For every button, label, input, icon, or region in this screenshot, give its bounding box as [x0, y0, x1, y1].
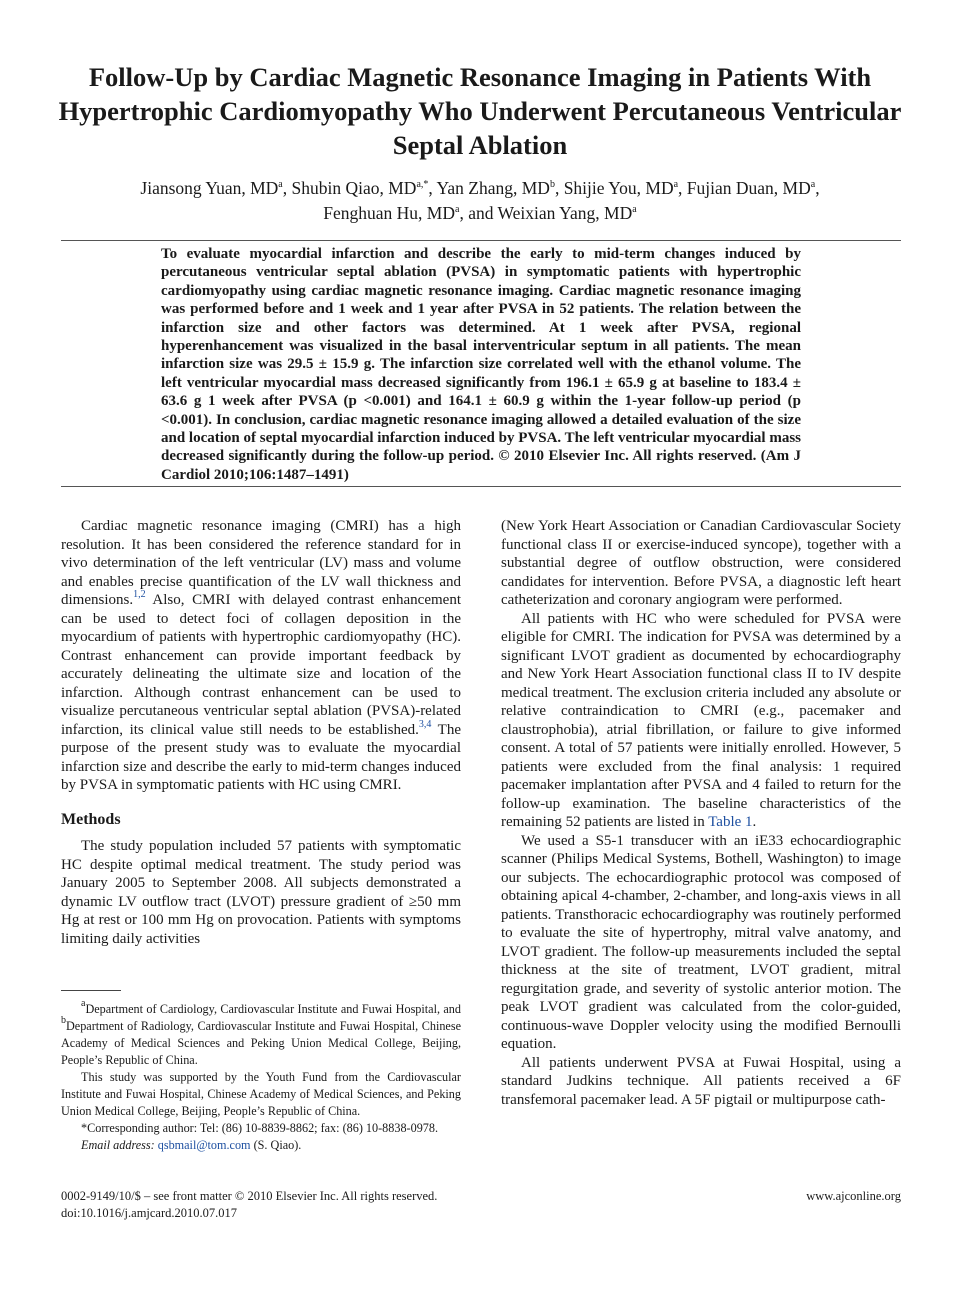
affiliation-footnote: $^a$Department of Cardiology, Cardiovascular Institute and Fuwai Hospital, and $^b$Department of Radiology, Cardiovascular Institute and Fuwai Hospital, Chinese Academy of Medical Sciences and Peking Union Medical College, Beijing, People’s Republic of China.	[61, 998, 461, 1067]
author: Yan Zhang, $MD^b$,	[436, 178, 564, 198]
body-paragraph: We used a S5-1 transducer with an iE33 echocardiographic scanner (Philips Medical Systems, Bothell, Washington) to image our subjects. The echocardiographic protocol was composed of obtaining apical 4-chamber, 2-chamber, and long-axis views in all patients. Transthoracic echocardiography was routinely performed to evaluate the site of hypertrophy, mitral valve anatomy, and LVOT gradient. The follow-up measurements included the septal thickness at the site of treatment, LVOT gradient, mitral regurgitation grade, and severity of systolic anterior motion. The peak LVOT gradient was calculated from the color-guided, continuous-wave Doppler velocity using the modified Bernoulli equation.	[501, 832, 901, 1052]
author: Jiansong Yuan, $MD^a$,	[140, 178, 292, 198]
table-1-link[interactable]: Table 1	[708, 814, 753, 830]
doi-line: doi:10.1016/j.amjcard.2010.07.017	[61, 1206, 238, 1220]
methods-paragraph: The study population included 57 patients with symptomatic HC despite optimal medical treatment. The study period was January 2005 to September 2008. All subjects demonstrated a dynamic LV outflow tract (LVOT) pressure gradient of ≥50 mm Hg at rest or 100 mm Hg on provocation. Patients with symptoms limiting daily activities	[61, 838, 461, 947]
corresponding-footnote: *Corresponding author: Tel: (86) 10-8839-8862; fax: (86) 10-8838-0978.	[81, 1121, 439, 1135]
article-title: Follow-Up by Cardiac Magnetic Resonance Imaging in Patients With Hypertrophic Cardiomyopathy Who Underwent Percutaneous Ventricular Septal Ablation	[58, 62, 902, 160]
right-column	[501, 517, 901, 1109]
issn-line: 0002-9149/10/$ – see front matter © 2010 Elsevier Inc. All rights reserved.	[61, 1189, 438, 1203]
citation-link[interactable]: 3,4	[418, 718, 432, 730]
author: Shijie You, $MD^a$,	[563, 178, 687, 198]
author: Fenghuan Hu, $MD^a$, and	[323, 203, 498, 223]
journal-website: www.ajconline.org	[806, 1189, 901, 1203]
intro-paragraph: Cardiac magnetic resonance imaging (CMRI) has a high resolution. It has been considered the reference standard for in vivo determination of the left ventricular (LV) mass and volume and enables precise quantification of the LV wall thickness and dimensions.$^{1,2}$ Also, CMRI with delayed contrast enhancement can be used to detect foci of collagen deposition in the myocardium of patients with hypertrophic cardiomyopathy (HC). Contrast enhancement can provide important feedback by accurately delineating the ultimate size and location of the infarction. Although contrast enhancement can be used to visualize percutaneous ventricular septal ablation (PVSA)-related infarction, its clinical value still needs to be established.$^{3,4}$ The purpose of the present study was to evaluate the myocardial infarction size and describe the early to mid-term changes induced by PVSA in symptomatic patients with HC using CMRI.	[61, 518, 461, 793]
left-column	[61, 517, 461, 948]
footer-left	[61, 1188, 437, 1222]
author-list	[40, 176, 920, 226]
email-link[interactable]: qsbmail@tom.com	[157, 1138, 251, 1152]
body-paragraph: All patients underwent PVSA at Fuwai Hospital, using a standard Judkins technique. All patients received a 6F transfemoral pacemaker lead. A 5F pigtail or multipurpose cath-	[501, 1054, 901, 1108]
footnote-rule	[61, 990, 121, 991]
author: Shubin Qiao, $MD^{a,*}$,	[291, 178, 437, 198]
methods-heading: Methods	[61, 810, 121, 828]
author: Fujian Duan, $MD^a$,	[686, 178, 820, 198]
body-paragraph: (New York Heart Association or Canadian Cardiovascular Society functional class II or exercise-induced syncope), together with a substantial degree of outflow obstruction, were considered candidates for intervention. Before PVSA, a diagnostic left heart catheterization and coronary angiogram were performed.	[501, 518, 901, 608]
abstract-top-rule	[61, 240, 901, 241]
footnotes	[61, 998, 461, 1154]
body-paragraph: All patients with HC who were scheduled for PVSA were eligible for CMRI. The indication for PVSA was determined by a significant LVOT gradient as documented by echocardiography and New York Heart Association functional class II to IV despite medical treatment. The exclusion criteria included any absolute or relative contraindication to CMRI (e.g., pacemaker and claustrophobia), atrial fibrillation, or failure to give informed consent. A total of 57 patients were initially enrolled. However, 5 patients were excluded from the final analysis: 1 required pacemaker implantation after PVSA and 4 failed to return for the follow-up examination. The baseline characteristics of the remaining 52 patients are listed in Table 1.	[501, 610, 901, 830]
funding-footnote: This study was supported by the Youth Fund from the Cardiovascular Institute and Fuwai Hospital, Chinese Academy of Medical Sciences, and Peking Union Medical College, Beijing, People’s Republic of China.	[61, 1070, 461, 1118]
author: Weixian Yang, $MD^a$	[497, 203, 637, 223]
abstract-bottom-rule	[61, 486, 901, 487]
citation-link[interactable]: 1,2	[133, 589, 146, 600]
abstract: To evaluate myocardial infarction and describe the early to mid-term changes induced by percutaneous ventricular septal ablation (PVSA) in symptomatic patients with hypertrophic cardiomyopathy using cardiac magnetic resonance imaging. Cardiac magnetic resonance imaging was performed before and 1 week and 1 year after PVSA in 52 patients. The relation between the infarction size and other factors was determined. At 1 week after PVSA, regional hyperenhancement was visualized in the basal interventricular septum in all patients. The mean infarction size was 29.5 ± 15.9 g. The infarction size correlated well with the ethanol volume. The left ventricular myocardial mass decreased significantly from 196.1 ± 65.9 g at baseline to 183.4 ± 63.6 g 1 week after PVSA (p <0.001) and 164.1 ± 60.9 g within the 1-year follow-up period (p <0.001). In conclusion, cardiac magnetic resonance imaging allowed a detailed evaluation of the size and location of septal myocardial infarction induced by PVSA. The left ventricular myocardial mass decreased significantly during the follow-up period. © 2010 Elsevier Inc. All rights reserved. (Am J Cardiol 2010;106:1487–1491)	[161, 246, 801, 483]
email-footnote: Email address: qsbmail@tom.com (S. Qiao).	[81, 1138, 302, 1152]
